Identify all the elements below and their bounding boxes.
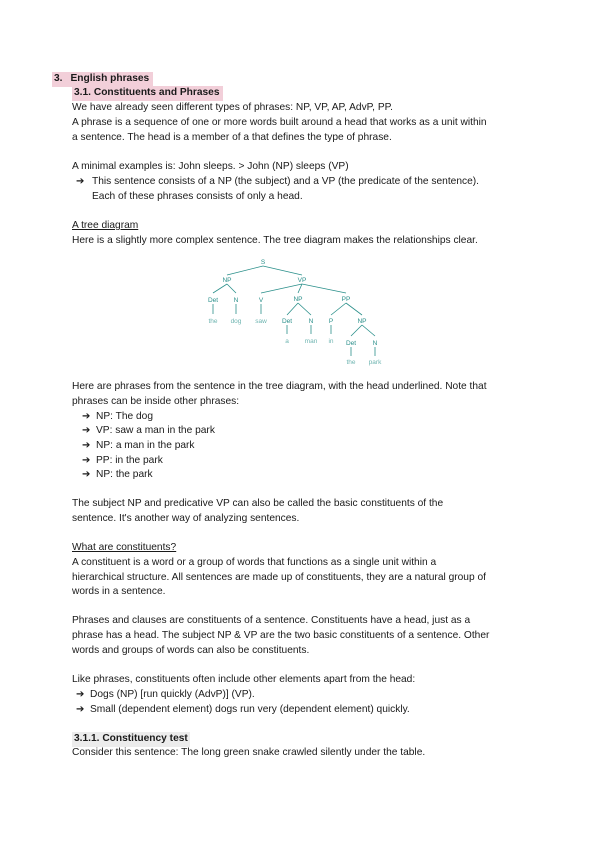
tree-word: man [304, 338, 318, 345]
intro-line-1: We have already seen different types of phrases: NP, VP, AP, AdvP, PP. [72, 102, 393, 113]
intro-line-2: A phrase is a sequence of one or more words built around a head that works as a unit within [72, 117, 487, 128]
phrase-item: NP: the park [96, 469, 153, 480]
list-item [76, 703, 410, 718]
tree-node-det: Det [281, 318, 293, 325]
subsection-title: Constituents and Phrases [93, 87, 220, 98]
basic-line-2: sentence. It's another way of analyzing sentences. [72, 513, 300, 524]
phrase-item: NP: a man in the park [96, 440, 195, 451]
tree-node-v: V [258, 297, 264, 304]
phrase-item: NP: The dog [96, 411, 154, 422]
arrow-icon: ➔ [76, 689, 85, 700]
section-number: 3. [54, 73, 63, 84]
tree-node-p: P [328, 318, 334, 325]
tree-diagram [195, 255, 395, 370]
example-item: Small (dependent element) dogs run very (dependent element) quickly. [90, 704, 410, 715]
intro-line-3: a sentence. The head is a member of a that defines the type of phrase. [72, 132, 392, 143]
tree-node-det: Det [207, 297, 219, 304]
tree-word: saw [255, 318, 267, 325]
tree-node-s: S [260, 259, 266, 266]
list-item [82, 410, 153, 425]
list-item [82, 468, 153, 483]
tree-node-n: N [233, 297, 239, 304]
tree-node-np: NP [357, 318, 367, 325]
arrow-icon: ➔ [82, 440, 91, 451]
subsection-number: 3.1. [74, 87, 91, 98]
tree-node-np: NP [293, 296, 303, 303]
list-item [82, 454, 163, 469]
clauses-line-1: Phrases and clauses are constituents of a sentence. Constituents have a head, just as a [72, 615, 471, 626]
tree-node-n: N [372, 340, 378, 347]
tree-nodes [208, 259, 378, 347]
subsection-heading [72, 86, 223, 101]
tree-node-det: Det [345, 340, 357, 347]
arrow-icon: ➔ [82, 425, 91, 436]
tree-word: a [285, 338, 289, 345]
phrase-item: VP: saw a man in the park [96, 425, 215, 436]
arrow-icon: ➔ [82, 411, 91, 422]
tree-word: in [328, 338, 334, 345]
section-heading [52, 72, 153, 87]
tree-word: dog [230, 318, 242, 325]
tree-heading: A tree diagram [72, 220, 139, 231]
tree-node-n: N [308, 318, 314, 325]
example-item: Dogs (NP) [run quickly (AdvP)] (VP). [90, 689, 255, 700]
constituents-line-2: hierarchical structure. All sentences are made up of constituents, they are a natural group of [72, 572, 486, 583]
clauses-line-3: words and groups of words can also be constituents. [72, 645, 310, 656]
arrow-bullet [76, 175, 479, 190]
basic-line-1: The subject NP and predicative VP can also be called the basic constituents of the [72, 498, 444, 509]
tree-word: the [346, 359, 356, 366]
tree-node-vp: VP [297, 277, 307, 284]
constituency-test-text: Consider this sentence: The long green snake crawled silently under the table. [72, 747, 426, 758]
arrow-icon: ➔ [76, 176, 85, 187]
clauses-line-2: phrase has a head. The subject NP & VP are the two basic constituents of a sentence. Other [72, 630, 490, 641]
arrow-icon: ➔ [82, 455, 91, 466]
section-title: English phrases [70, 73, 150, 84]
constituents-line-1: A constituent is a word or a group of words that functions as a single unit within a [72, 557, 437, 568]
list-item [82, 439, 195, 454]
constituency-test-heading: 3.1.1. Constituency test [72, 732, 190, 747]
constituents-line-3: words in a sentence. [72, 586, 166, 597]
list-item [82, 424, 215, 439]
tree-word: the [208, 318, 218, 325]
tree-node-np: NP [222, 277, 232, 284]
minimal-arrow-text-2: Each of these phrases consists of only a head. [92, 191, 303, 202]
phrases-intro-1: Here are phrases from the sentence in the tree diagram, with the head underlined. Note that [72, 381, 487, 392]
like-phrases-intro: Like phrases, constituents often include other elements apart from the head: [72, 674, 416, 685]
phrase-item: PP: in the park [96, 455, 163, 466]
constituents-heading: What are constituents? [72, 542, 177, 553]
minimal-example: A minimal examples is: John sleeps. > John (NP) sleeps (VP) [72, 161, 349, 172]
list-item [76, 688, 255, 703]
tree-intro: Here is a slightly more complex sentence. The tree diagram makes the relationships clear. [72, 235, 478, 246]
minimal-arrow-text-1: This sentence consists of a NP (the subject) and a VP (the predicate of the sentence). [92, 176, 479, 187]
arrow-icon: ➔ [82, 469, 91, 480]
tree-word: park [368, 359, 382, 366]
tree-node-pp: PP [341, 296, 351, 303]
arrow-icon: ➔ [76, 704, 85, 715]
phrases-intro-2: phrases can be inside other phrases: [72, 396, 240, 407]
